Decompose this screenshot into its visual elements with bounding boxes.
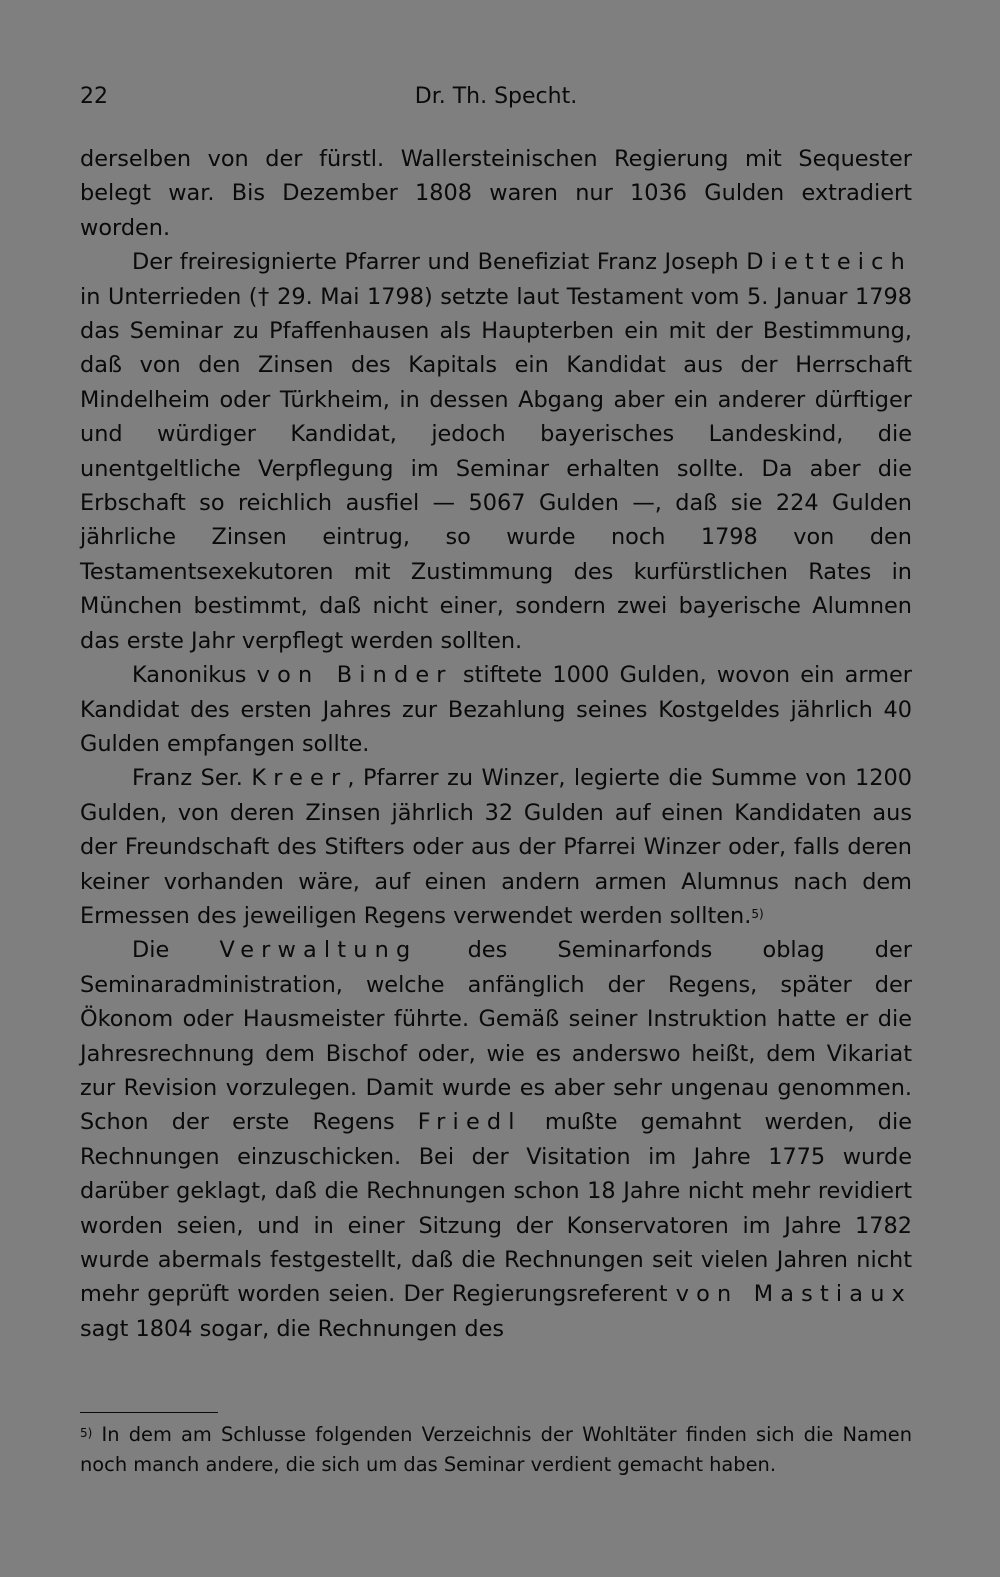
spaced-name-binder: von Binder — [256, 662, 453, 689]
footnote-divider — [80, 1412, 218, 1413]
footnote — [80, 1420, 912, 1480]
paragraph-2-text-a: Der freiresignierte Pfarrer und Benefiziat Franz Joseph — [132, 249, 747, 276]
paragraph-3-text-b: stiftete 1000 Gulden, wovon ein armer Kandidat des ersten Jahres zur Bezahlung seines Kostgeldes jährlich 40 Gulden empfangen sollte. — [80, 662, 912, 757]
running-head: Dr. Th. Specht. — [414, 84, 578, 109]
paragraph-4-text-a: Franz Ser. — [132, 765, 252, 792]
paragraph-5-text-b: des Seminarfonds oblag der Seminaradministration, welche anfänglich der Regens, später der Ökonom oder Hausmeister führte. Gemäß seiner Instruktion hatte er die Jahresrechnung dem Bischof oder, wie es anderswo heißt, dem Vikariat zur Revision vorzulegen. Damit wurde es aber sehr ungenau genommen. Schon der erste Regens — [80, 937, 913, 1136]
spaced-name-dietteich: Dietteich — [746, 249, 912, 276]
paragraph-1: derselben von der fürstl. Wallersteinischen Regierung mit Sequester belegt war. Bis Dezember 1808 waren nur 1036 Gulden extradiert worden. — [80, 146, 912, 241]
page-header — [80, 84, 912, 118]
body-text — [80, 142, 912, 1346]
paragraph-5-text-a: Die — [132, 937, 220, 964]
footnote-text: In dem am Schlusse folgenden Verzeichnis der Wohltäter finden sich die Namen noch manch andere, die sich um das Seminar verdient gemacht haben. — [80, 1423, 912, 1476]
spaced-name-kreer: Kreer — [251, 765, 348, 792]
paragraph-3-text-a: Kanonikus — [132, 662, 257, 689]
spaced-name-mastiaux: von Mastiaux — [675, 1281, 912, 1308]
paragraph-5-text-c: mußte gemahnt werden, die Rechnungen einzuschicken. Bei der Visitation im Jahre 1775 wurde darüber geklagt, daß die Rechnungen schon 18 Jahre nicht mehr revidiert worden seien, und in einer Sitzung der Konservatoren im Jahre 1782 wurde abermals festgestellt, daß die Rechnungen seit vielen Jahren nicht mehr geprüft worden seien. Der Regierungsreferent — [80, 1109, 913, 1308]
spaced-word-verwaltung: Verwaltung — [219, 937, 418, 964]
footnote-reference: 5) — [751, 906, 764, 921]
footnote-marker: 5) — [80, 1426, 93, 1440]
paragraph-2-text-b: in Unterrieden († 29. Mai 1798) setzte laut Testament vom 5. Januar 1798 das Seminar zu Pfaffenhausen als Haupterben ein mit der Bestimmung, daß von den Zinsen des Kapitals ein Kandidat aus der Herrschaft Mindelheim oder Türkheim, in dessen Abgang aber ein anderer dürftiger und würdiger Kandidat, jedoch bayerisches Landeskind, die unentgeltliche Verpflegung im Seminar erhalten sollte. Da aber die Erbschaft so reichlich ausfiel — 5067 Gulden —, daß sie 224 Gulden jährliche Zinsen eintrug, so wurde noch 1798 von den Testamentsexekutoren mit Zustimmung des kurfürstlichen Rates in München bestimmt, daß nicht einer, sondern zwei bayerische Alumnen das erste Jahr verpflegt werden sollten. — [80, 283, 912, 654]
paragraph-3 — [80, 658, 912, 761]
paragraph-2 — [80, 245, 912, 658]
paragraph-4 — [80, 761, 912, 933]
paragraph-4-text-b: , Pfarrer zu Winzer, legierte die Summe von 1200 Gulden, von deren Zinsen jährlich 32 Gulden auf einen Kandidaten aus der Freundschaft des Stifters oder aus der Pfarrei Winzer oder, falls deren keiner vorhanden wäre, auf einen andern armen Alumnus nach dem Ermessen des jeweiligen Regens verwendet werden sollten. — [80, 765, 913, 929]
page-number: 22 — [80, 84, 108, 109]
paragraph-5 — [80, 933, 912, 1346]
spaced-name-friedl: Friedl — [417, 1109, 522, 1136]
paragraph-5-text-d: sagt 1804 sogar, die Rechnungen des — [80, 1315, 505, 1342]
